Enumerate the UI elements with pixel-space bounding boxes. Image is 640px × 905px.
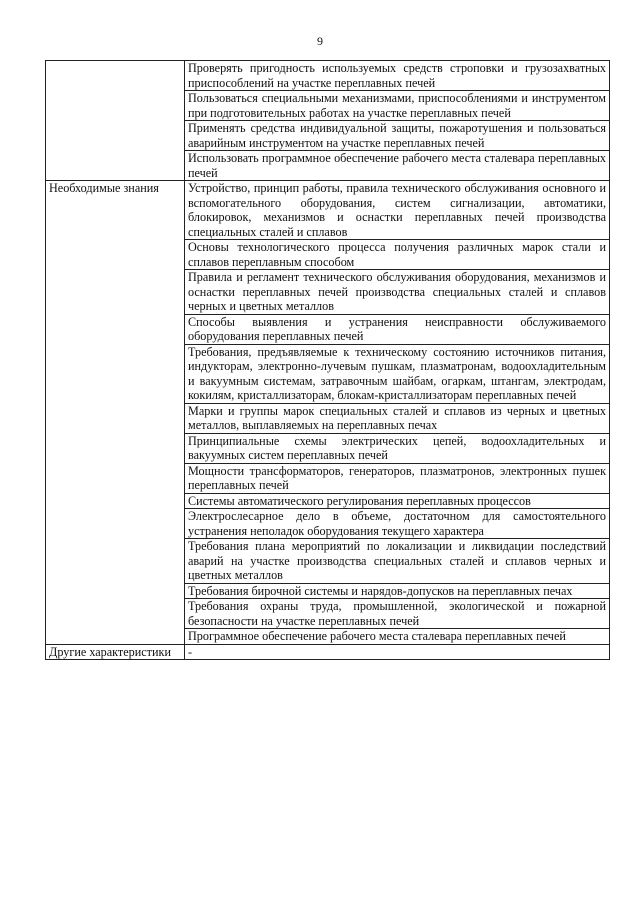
section-item: Требования плана мероприятий по локализации и ликвидации последствий аварий на участке производства специальных сталей и сплавов черных и цветных металлов [185,539,610,584]
section-item: Проверять пригодность используемых средств строповки и грузозахватных приспособлений на участке переплавных печей [185,61,610,91]
section-item: Принципиальные схемы электрических цепей, водоохладительных и вакуумных систем переплавных печей [185,433,610,463]
section-item: Программное обеспечение рабочего места сталевара переплавных печей [185,629,610,645]
competency-table [45,60,610,660]
table-row [46,181,610,240]
section-item: Применять средства индивидуальной защиты, пожаротушения и пользоваться аварийным инструментом на участке переплавных печей [185,121,610,151]
section-item: Устройство, принцип работы, правила технического обслуживания основного и вспомогательного оборудования, систем сигнализации, автоматики, блокировок, механизмов и оснастки переплавных печей производства специальных сталей и сплавов [185,181,610,240]
section-label: Необходимые знания [46,181,185,645]
section-label [46,61,185,181]
section-item: Требования, предъявляемые к техническому состоянию источников питания, индукторам, электронно-лучевым пушкам, плазматронам, водоохладительным и вакуумным системам, затравочным шайбам, огаркам, штангам, электродам, кокилям, кристаллизаторам, блокам-кристаллизаторам переплавных печей [185,344,610,403]
section-label: Другие характеристики [46,644,185,660]
section-item: Правила и регламент технического обслуживания оборудования, механизмов и оснастки переплавных печей производства специальных сталей и сплавов черных и цветных металлов [185,270,610,315]
section-item: Системы автоматического регулирования переплавных процессов [185,493,610,509]
section-item: Использовать программное обеспечение рабочего места сталевара переплавных печей [185,151,610,181]
table-row [46,61,610,91]
section-item: Основы технологического процесса получения различных марок стали и сплавов переплавным способом [185,240,610,270]
page-number: 9 [317,34,323,48]
section-item: Марки и группы марок специальных сталей и сплавов из черных и цветных металлов, выплавляемых на переплавных печах [185,403,610,433]
section-item: Требования бирочной системы и нарядов-допусков на переплавных печах [185,583,610,599]
section-item: Пользоваться специальными механизмами, приспособлениями и инструментом при подготовительных работах на участке переплавных печей [185,91,610,121]
table-body [46,61,610,660]
section-item: - [185,644,610,660]
section-item: Требования охраны труда, промышленной, экологической и пожарной безопасности на участке переплавных печей [185,599,610,629]
section-item: Мощности трансформаторов, генераторов, плазматронов, электронных пушек переплавных печей [185,463,610,493]
table-row [46,644,610,660]
section-item: Способы выявления и устранения неисправности обслуживаемого оборудования переплавных печей [185,314,610,344]
section-item: Электрослесарное дело в объеме, достаточном для самостоятельного устранения неполадок оборудования текущего характера [185,509,610,539]
